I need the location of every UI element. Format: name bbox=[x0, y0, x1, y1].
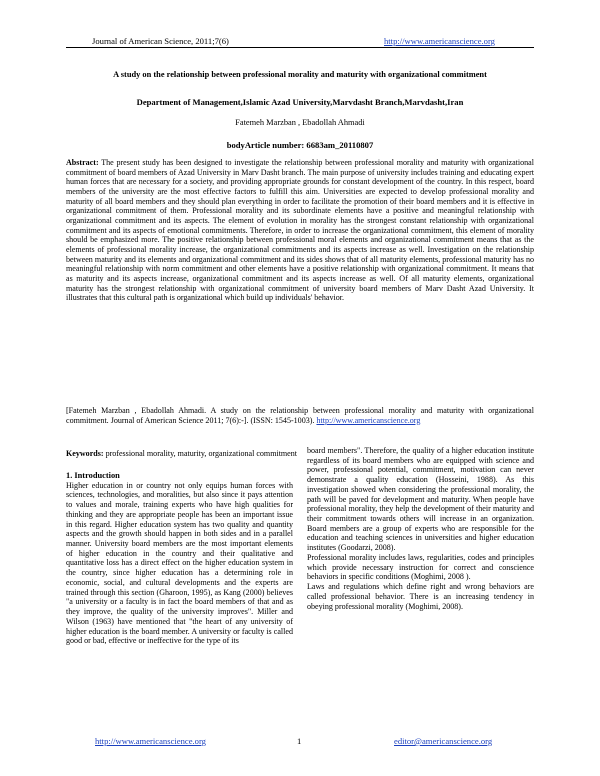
paper-title: A study on the relationship between professional morality and maturity with organizational commitment bbox=[113, 70, 487, 79]
keywords-text: professional morality, maturity, organizational commitment bbox=[103, 449, 298, 458]
citation-text: [Fatemeh Marzban , Ebadollah Ahmadi. A study on the relationship between professional morality and maturity with organizational commitment. Journal of American Science 2011; 7(6):-]. (ISSN: 1545-1003). bbox=[66, 406, 534, 425]
abstract-label: Abstract: bbox=[66, 158, 99, 167]
intro-paragraph-left: Higher education in or country not only equips human forces with sciences, technologies, and moralities, but also since it pays attention to values and morale, training experts who have high qualities for thinking and they are appropriate people has been an important issue in this regard. Higher education system has two quality and quantity aspects and the growth should happen in both sides and in a parallel manner. University board members are the most important elements of higher education in the country and their qualitative and quantitative loss has a direct effect on the higher education system in the country, since higher education has a determining role in economic, social, and cultural developments and the experts are trained through this section (Gharoon, 1995), as Kang (2000) believes "a university or a faculty is in fact the board members of that and as they improve, the quality of the university improves". Miller and Wilson (1963) have mentioned that "the heart of any university of higher education is the board member. A university or faculty is called good or bad, effective or ineffective for the type of its bbox=[66, 480, 293, 646]
citation-url-link[interactable]: http://www.americanscience.org bbox=[316, 415, 421, 425]
running-header-journal: Journal of American Science, 2011;7(6) bbox=[92, 36, 229, 46]
abstract-text: The present study has been designed to investigate the relationship between professional morality and maturity with organizational commitment of board members of Azad University in Marv Dasht branch. The main purpose of university includes training and educating expert human forces that are necessary for a society, and providing appropriate grounds for constant development of the country. In this respect, board members of the university are the most effective factors to fulfill this aim. Universities are expected to develop professional morality and maturity of all board members and they should plan everything in order to facilitate the promotion of their board members and it is effective in organizational commitment of them. Professional morality and its subordinate elements have a positive and meaningful relationship with organizational commitment and its aspects. The element of evolution in morality has the strongest constant relationship with organizational commitment and its aspects of emotional commitments. Therefore, in order to increase the organizational commitment, this element of morality should be emphasized more. The positive relationship between professional moral elements and organizational commitment means that as the elements of professional morality increase, the organizational commitments and its aspects increase as well. Investigation on the relationship between maturity and its elements and organizational commitment and its sides shows that of all maturity elements, professional maturity has no meaningful relationship with norm commitment and other elements have a positive relationship with organizational commitment. It means that as maturity and its aspects increase, organizational commitment and its aspects increase as well. Of all maturity elements, organizational maturity has the strongest relationship with organizational commitment of university board members of Marv Dasht Azad University. It illustrates that this cultural path is organizational which build up individuals' behavior. bbox=[66, 158, 534, 303]
department-affiliation: Department of Management,Islamic Azad University,Marvdasht Branch,Marvdasht,Iran bbox=[136, 97, 464, 107]
header-rule bbox=[66, 47, 534, 48]
intro-right-column bbox=[307, 446, 534, 611]
article-number: bodyArticle number: 6683am_20110807 bbox=[226, 140, 374, 150]
citation bbox=[66, 406, 534, 425]
header-url-link[interactable]: http://www.americanscience.org bbox=[384, 36, 495, 46]
footer-url-link[interactable]: http://www.americanscience.org bbox=[95, 736, 206, 746]
section-heading-introduction: 1. Introduction bbox=[66, 471, 120, 480]
abstract bbox=[66, 158, 534, 303]
intro-paragraph-right-1: board members". Therefore, the quality of a higher education institute regardless of its board members who are equipped with science and power, professional potential, commitment, motivation can never demonstrate a quality education (Hosseini, 1988). As this investigation showed when considering the professional morality, the path will be paved for development and maturity. When people have professional morality, they help the development of their maturity and their commitment towards others will increase in an organization. Board members are a group of experts who are responsible for the education and teaching sciences in universities and higher education institutes (Goodarzi, 2008). bbox=[307, 446, 534, 553]
intro-paragraph-right-2: Professional morality includes laws, regularities, codes and principles which provide necessary instruction for correct and conscience behaviors in specific conditions (Moghimi, 2008 ). bbox=[307, 552, 534, 582]
footer-email-link[interactable]: editor@americanscience.org bbox=[394, 736, 493, 746]
author-list: Fatemeh Marzban , Ebadollah Ahmadi bbox=[235, 118, 365, 127]
page-number: 1 bbox=[297, 736, 302, 746]
intro-left-column bbox=[66, 471, 293, 646]
keywords-label: Keywords: bbox=[66, 449, 104, 458]
intro-paragraph-right-3: Laws and regulations which define right and wrong behaviors are called professional behavior. There is an increasing tendency in obeying professional morality (Moghimi, 2008). bbox=[307, 582, 534, 611]
